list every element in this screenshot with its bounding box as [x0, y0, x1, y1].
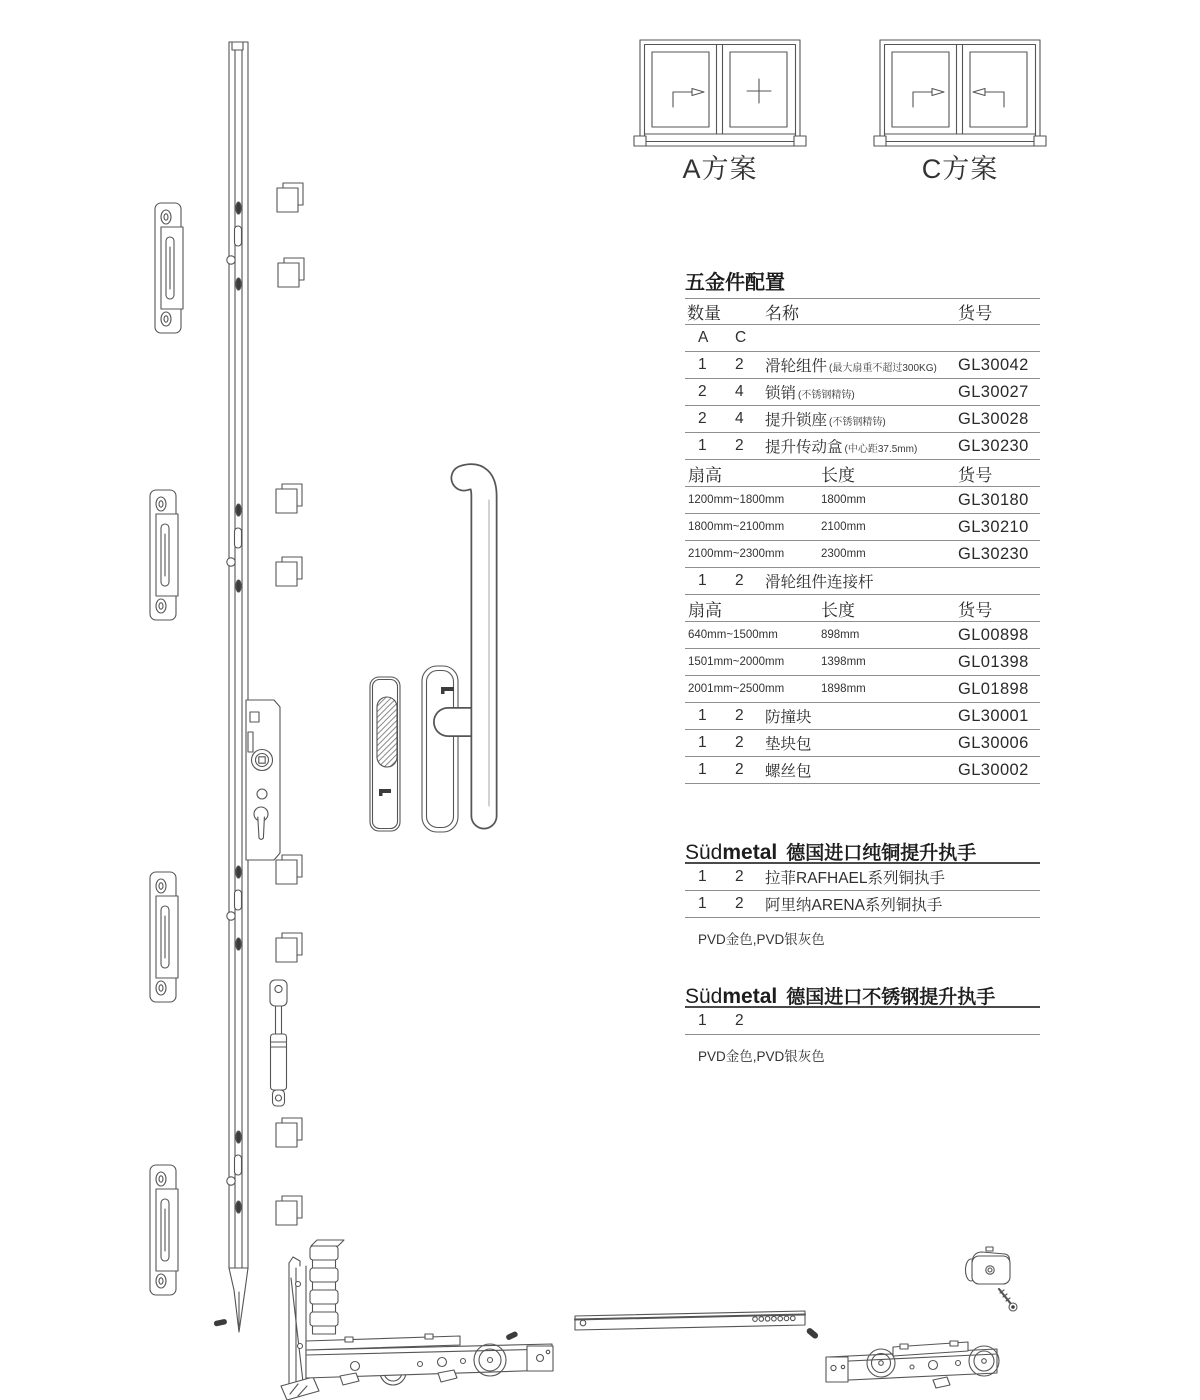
part-name: 拉菲RAFHAEL系列铜执手	[765, 870, 945, 887]
part-name: 提升锁座 (不锈钢精铸)	[765, 412, 886, 429]
brand-name: Süd	[685, 841, 723, 864]
length-value: 1398mm	[821, 656, 866, 668]
corner-drive-carriage-drawing	[214, 1240, 553, 1400]
col-sash-header: 扇高	[688, 465, 722, 485]
screw-drawing	[999, 1289, 1017, 1311]
gearbox-drawing	[246, 700, 280, 860]
brand-name: Süd	[685, 985, 723, 1008]
col-name-header: 名称	[765, 304, 799, 323]
qty-a: 2	[698, 383, 707, 400]
scheme-a-diagram	[634, 40, 806, 146]
part-code: GL30180	[958, 490, 1029, 509]
table-row	[685, 433, 1040, 460]
table-row	[685, 568, 1040, 595]
size-row	[685, 622, 1040, 649]
connector-rod-drawing	[270, 980, 287, 1106]
finish-note: PVD金色,PVD银灰色	[698, 1049, 825, 1064]
variant-c: C	[735, 329, 747, 346]
col-length-header: 长度	[821, 600, 855, 620]
size-header-row	[685, 595, 1040, 622]
sash-range: 2100mm~2300mm	[688, 548, 785, 560]
table-row	[685, 864, 1040, 891]
variant-row	[685, 325, 1040, 352]
part-name: 滑轮组件 (最大扇重不超过300KG)	[765, 358, 937, 375]
finish-note: PVD金色,PVD银灰色	[698, 932, 825, 947]
col-code-header: 货号	[958, 465, 993, 485]
qty-c: 2	[735, 572, 744, 589]
qty-a: 1	[698, 356, 707, 373]
part-code: GL30210	[958, 517, 1029, 536]
anti-bump-block-drawing	[966, 1247, 1018, 1311]
qty-a: 1	[698, 572, 707, 589]
qty-a: 1	[698, 868, 707, 885]
qty-a: 1	[698, 1012, 707, 1029]
scheme-c-label: C方案	[921, 154, 999, 184]
part-code: GL01398	[958, 652, 1029, 671]
part-name: 锁销 (不锈钢精铸)	[765, 385, 855, 402]
brass-section-title: Süd metal 德国进口纯铜提升执手	[685, 838, 1040, 864]
length-value: 898mm	[821, 629, 860, 641]
sash-range: 1501mm~2000mm	[688, 656, 785, 668]
brass-handle-section	[685, 838, 1040, 948]
roller-carriage-drawing	[826, 1341, 999, 1388]
part-code: GL30001	[958, 706, 1029, 725]
size-header-row	[685, 460, 1040, 487]
table-header-row	[685, 298, 1040, 325]
part-name: 垫块包	[765, 736, 812, 753]
size-row	[685, 514, 1040, 541]
col-length-header: 长度	[821, 465, 855, 485]
lift-handle-drawing	[422, 477, 489, 832]
qty-a: 1	[698, 761, 707, 778]
qty-a: 1	[698, 707, 707, 724]
size-row	[685, 649, 1040, 676]
hardware-config-table	[685, 272, 1040, 784]
qty-a: 1	[698, 895, 707, 912]
part-code: GL01898	[958, 679, 1029, 698]
sash-range: 1800mm~2100mm	[688, 521, 785, 533]
table-row	[685, 891, 1040, 918]
size-row	[685, 487, 1040, 514]
sash-range: 2001mm~2500mm	[688, 683, 785, 695]
col-qty-header: 数量	[687, 304, 721, 323]
flush-pull-drawing	[370, 677, 400, 831]
part-code: GL00898	[958, 625, 1029, 644]
qty-c: 4	[735, 410, 744, 427]
qty-c: 2	[735, 734, 744, 751]
scheme-a-label: A方案	[682, 154, 758, 184]
table-row	[685, 379, 1040, 406]
table-title: 五金件配置	[685, 272, 785, 294]
col-sash-header: 扇高	[688, 600, 722, 620]
steel-section-title: Süd metal 德国进口不锈钢提升执手	[685, 982, 1040, 1008]
part-code: GL30042	[958, 355, 1029, 374]
qty-c: 2	[735, 761, 744, 778]
part-code: GL30230	[958, 544, 1029, 563]
col-code-header: 货号	[958, 600, 993, 620]
table-row	[685, 730, 1040, 757]
part-name: 防撞块	[765, 709, 812, 726]
part-code: GL30002	[958, 760, 1029, 779]
part-code: GL30027	[958, 382, 1029, 401]
qty-a: 2	[698, 410, 707, 427]
qty-c: 2	[735, 356, 744, 373]
scheme-c-diagram	[874, 40, 1046, 146]
size-row	[685, 541, 1040, 568]
lock-keep-drawings	[150, 203, 183, 1295]
col-code-header: 货号	[958, 304, 993, 323]
qty-c: 2	[735, 1012, 744, 1029]
part-name: 提升传动盒 (中心距37.5mm)	[765, 439, 918, 456]
length-value: 1898mm	[821, 683, 866, 695]
table-row	[685, 352, 1040, 379]
qty-c: 2	[735, 437, 744, 454]
qty-c: 2	[735, 707, 744, 724]
size-row	[685, 676, 1040, 703]
part-name: 滑轮组件连接杆	[765, 574, 874, 591]
part-name: 螺丝包	[765, 763, 812, 780]
part-code: GL30006	[958, 733, 1029, 752]
part-code: GL30028	[958, 409, 1029, 428]
qty-c: 2	[735, 868, 744, 885]
qty-c: 4	[735, 383, 744, 400]
part-code: GL30230	[958, 436, 1029, 455]
table-row	[685, 703, 1040, 730]
lift-rod-drawing	[227, 42, 248, 1332]
sash-range: 1200mm~1800mm	[688, 494, 785, 506]
steel-handle-section	[685, 982, 1040, 1065]
table-row	[685, 406, 1040, 433]
variant-a: A	[698, 329, 709, 346]
qty-c: 2	[735, 895, 744, 912]
connecting-bar-drawing	[575, 1311, 819, 1340]
length-value: 2100mm	[821, 521, 866, 533]
part-name: 阿里纳ARENA系列铜执手	[765, 897, 943, 914]
table-row	[685, 1008, 1040, 1035]
table-row	[685, 757, 1040, 784]
length-value: 2300mm	[821, 548, 866, 560]
sash-range: 640mm~1500mm	[688, 629, 778, 641]
qty-a: 1	[698, 734, 707, 751]
qty-a: 1	[698, 437, 707, 454]
length-value: 1800mm	[821, 494, 866, 506]
